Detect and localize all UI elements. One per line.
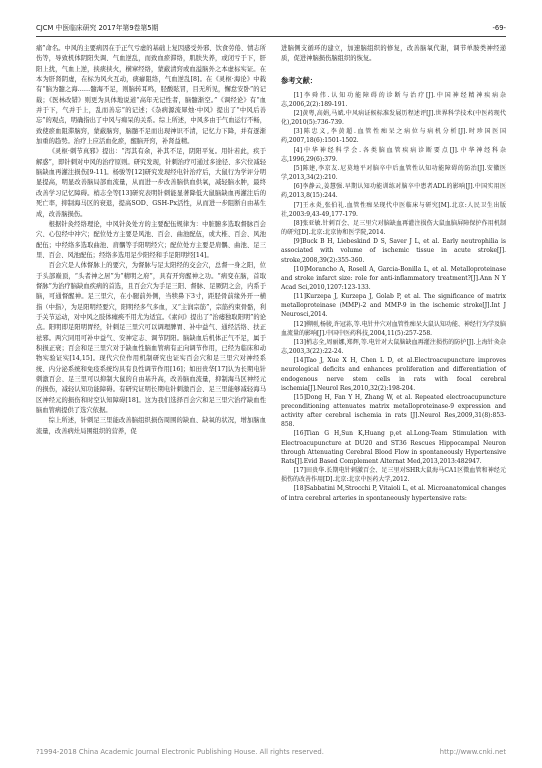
reference-item: [12]柳刚,杨骏,许冠荪,等.电针井穴对血管性痴呆大鼠认知功能、神经行为学及脑血流量的影响[J].中国中医药科技,2004,11(5):257-258. bbox=[281, 320, 506, 337]
reference-item: [16]Tian G H,Sun K,Huang p,et al.Long-Team Stimulation with Electroacupuncture at DU20 and ST36 Rescues Hippocampal Neuron through Attenuating Cerebral Blood Flow in spontaneously Hypertensive Rats[J].Evid Based Complement Alternat Med,2013,2013:482947. bbox=[281, 430, 506, 465]
running-header bbox=[36, 22, 506, 37]
footer-link[interactable]: http://www.cnki.net bbox=[439, 748, 506, 756]
body-paragraph: 进脑侧支循环的建立，加速脑组织的修复，改善脑氧代谢，调节单胺类神经递质，促进神脑损伤脑组织的恢复。 bbox=[281, 45, 506, 63]
journal-name: CJCM 中医临床研究 2017年第9卷第5期 bbox=[36, 24, 159, 32]
reference-item: [11]Kurzepa J, Kurzepa J, Golab P, et al. The significance of matrix metalloproteinase (MMP)-2 and MMP-9 in the ischemic stroke[J].Int J Neurosci,2014. bbox=[281, 293, 506, 319]
reference-item: [15]Dong H, Fan Y H, Zhang W, et al. Repeated electroacupuncture preconditioning attenuates matrix metalloproteinase-9 expression and activity after cerebral ischemia in rats [J].Neurol Res,2009,31(8):853-858. bbox=[281, 393, 506, 429]
right-column bbox=[281, 44, 506, 503]
reference-item: [8]张亚敏.针刺百会、足三里穴对脑缺血再灌注损伤大鼠血脑屏障保护作用机制的研究[D].北京:北京协和医学院,2014. bbox=[281, 219, 506, 237]
reference-item: [6]李静云,姜慧强.早期认知功能训练对脑卒中患者ADL的影响[J].中国实用医药,2013,8(15):244. bbox=[281, 183, 506, 200]
page-number: -69- bbox=[492, 24, 506, 32]
reference-item: [3]陈忠义,李黄超.血管性痴呆之病位与病机分析[J].时珍国医国药,2007,18(6):1501-1502. bbox=[281, 128, 506, 145]
reference-list bbox=[281, 91, 506, 503]
body-paragraph: 痛”命名。中风的主要病因在于正气亏虚的基础上复因感受外邪、饮食劳倦、情志所伤等，导致机体阴阳失调、气血逆乱，而致血瘀滞络，肌肤失养，或闭亏于下，肝阳上扰，气血上逆，挟痰挟火，横窜经络，蒙蔽清窍或血溢脑外之本虚标实证。在本为肝肾阴虚，在标为风火互动，痰癖阻络，气血逆乱[8]。在《灵枢·海论》中载有“脑为髓之海……髓海不足，则脑转耳鸣，胫酸眩冒，目无所见，懈怠安卧”的记载；《医林改错》则更为具体地说道“高年无记性者，脑髓渐空。”《调经论》有“血并于下，气并于上，乱而善忘”的记述；《杂病源流犀烛·中风》提出了“中风后善忘”的观点，明确指出了中风与痴呆的关系。综上所述，中风多由于气血运行不畅，致使瘀血阻滞脑窍，蒙蔽脑窍，脑髓不足而出现神识不清，记忆力下降，并有逐渐加重的趋势。治疗上应活血化瘀，醒脑开窍，补肾益精。 bbox=[36, 45, 266, 146]
body-paragraph: 根据针灸经络理论，中风针灸处方的主要配伍规律为：中脏腑多选取督脉百会穴、心包经中冲穴；配位处方主要是风池、百会、曲池配伍，或大椎、百会、风池配伍；中经络多选取曲池、肩髃等手阳明经穴；配位处方主要是肩髃、曲池、足三里、百会、风池配伍；经络多选用足少阳经和手足阳明经[14]。 bbox=[36, 220, 266, 259]
reference-item: [14]Tao J, Xue X H, Chen L D, et al.Electroacupuncture improves neurological deficits and enhances proliferation and differentiation of endogenous nerve stem cells in rats with focal cerebral ischemia[J].Neurol Res,2010,32(2):198-204. bbox=[281, 357, 506, 392]
reference-item: [1]李舜伟.认知功能障碍的诊断与治疗[J].中国神经精神疾病杂志,2006,2(2):189-191. bbox=[281, 91, 506, 108]
reference-item: [10]Morancho A, Rosell A, Garcia-Bonilla L, et al. Metalloproteinase and stroke infarct size: role for anti-inflammatory treatment?[J].Ann N Y Acad Sci,2010,1207:123-133. bbox=[281, 265, 506, 291]
body-paragraph: 综上所述，针刺足三里能改善脑组织损伤周围的缺血、缺氧的状况，增加脑血流量，改善病灶局围组织的营养，促 bbox=[36, 417, 266, 435]
reference-item: [7]王永炎,张伯礼.血管性痴呆现代中医临床与研究[M].北京:人民卫生出版社,2003:9,43-49,177-179. bbox=[281, 201, 506, 218]
reference-item: [17]田贵华.长期电针刺激百会、足三里对SHR大鼠海马CA1区微血管和神经元损伤的改善作用[D].北京:北京中医药大学,2012. bbox=[281, 467, 506, 484]
body-paragraph: 百会穴是人体督脉上的要穴，为督脉与足太阳经的交会穴，总督一身之阳，位于头部巅顶，“头者神之居”为“精明之府”，具有开窍醒神之功。“病变在脑，首取督脉”为治疗脑缺血疾病的首选，且百会穴为手足三阳、督脉、足厥阴之会，内系于脑，可通督醒神。足三里穴，在小腿前外侧，当犊鼻下3寸，距胫骨前缘外开一横指（中指），为足阳明经要穴，阳明经多气多血，又“主润宗筋”，宗筋约束骨骼，利于关节运动，对中风之肢体瘫痪不用尤为适宜。《素问》提出了“治痿独取阳明”的论点。阳明即足阳明胃经，针刺足三里穴可以调理脾胃、补中益气、通经活络、扶正祛邪。两穴同用可补中益气、安神定志、调节阴阳。脑缺血后机体正气不足，属于积损正衰；百会和足三里穴对于缺血性脑血管病有正向调节作用，已经为临床和动物实验证实[14,15]。现代穴位作用机制研究也证实百会穴和足三里穴对神经系统、内分泌系统和免疫系统均具有良性调节作用[16]；如田贵华[17]认为长期电针刺激百会、足三里可以抑制大鼠的自由基升高，改善脑血流量，抑制海马区神经元的损伤，减轻认知功能障碍。有研究证明长期电针刺激百会、足三里能够减轻海马区神经元的损伤和时空认知障碍[18]。这为我们选择百会穴和足三里穴治疗缺血性脑血管病提供了选穴依据。 bbox=[36, 262, 266, 415]
references-heading: 参考文献： bbox=[281, 75, 317, 85]
copyright-notice: ?1994-2018 China Academic Journal Electronic Publishing House. All rights reserved. bbox=[36, 748, 324, 756]
reference-item: [2]黄粤,高娟,马斌.中风病证候标准发展历程述评[J].世界科学技术(中医药现代化),2010(5):736-739. bbox=[281, 110, 506, 127]
reference-item: [4]中华神经科学会.各类脑血管疾病诊断要点[J].中华神经科杂志,1996,29(6):379. bbox=[281, 146, 506, 163]
reference-item: [5]陈建,李京友.尼莫地平对脑卒中后血管性认知功能障碍的防治[J].安徽医学,2013,34(2):210. bbox=[281, 164, 506, 182]
reference-item: [9]Buck B H, Liebeskind D S, Saver J L, et al. Early neutrophilia is associated with volume of ischemic tissue in acute stroke[J]. stroke,2008,39(2):355-360. bbox=[281, 238, 506, 264]
left-column bbox=[36, 44, 266, 437]
body-paragraph: 《灵枢·刺节真邪》提出：“泻其有余，补其不足，阴阳平复。用针若此，疾于解惑”，即针刺对中风的治疗原则。研究发现，针刺治疗可通过多途径、多穴位减轻脑缺血再灌注损伤[9-11]。杨骏等[12]研究发现经电针治疗后，大鼠行为学评分明显提高，明显改善脑局部血流量，从而进一步改善脑供血供氧，减轻脑水肿，最终改善学习记忆障碍。梢志全等[13]研究表明针刺能显著降低大鼠脑缺血再灌注后的死亡率，抑制海马区的衰退，提高SOD、GSH-Px活性，从而进一步阻断自由基生成，改善脑损伤。 bbox=[36, 148, 266, 218]
reference-item: [13]梢志全,周丽娜,郑辉,等.电针对大鼠脑缺血再灌注损伤的防护[J].上海针灸杂志,2003,3(22):22-24. bbox=[281, 338, 506, 356]
reference-item: [18]Sabbatini M,Strocchi P, Vitaioli L, et al. Microanatomical changes of intra cerebral arteries in spontaneously hypertensive rats: bbox=[281, 485, 506, 502]
